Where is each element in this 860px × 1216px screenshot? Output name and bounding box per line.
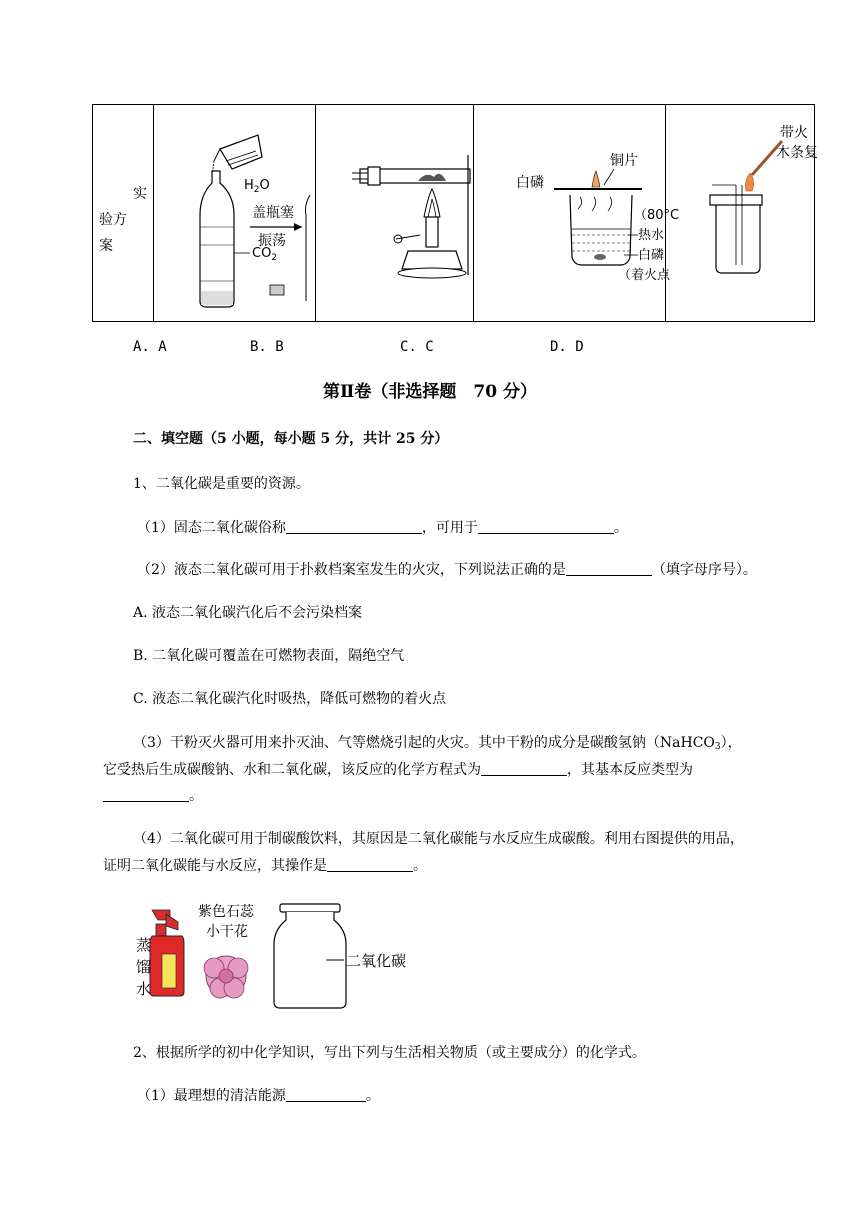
q1-part4-line1: （4）二氧化碳可用于制碳酸饮料，其原因是二氧化碳能与水反应生成碳酸。利用右图提供的用品， — [133, 831, 744, 847]
answer-blank[interactable] — [103, 787, 189, 802]
temperature-label: （80°C — [634, 208, 680, 223]
co2-water-figure — [130, 896, 430, 1012]
answer-blank[interactable] — [286, 519, 422, 534]
q1-option-a: A. 液态二氧化碳汽化后不会污染档案 — [133, 605, 363, 621]
oxygen-test-diagram — [666, 105, 818, 317]
answer-blank[interactable] — [481, 761, 567, 776]
answer-blank[interactable] — [327, 857, 413, 872]
shake-label: 振荡 — [258, 233, 286, 249]
hot-water-label: 热水 — [638, 228, 665, 243]
co2-label: $CO_2$ — [252, 246, 278, 263]
option-c: C. C — [400, 339, 434, 355]
combustion-conditions-diagram — [474, 105, 680, 317]
option-a-image-cell — [154, 105, 316, 322]
q2-part1: （1）最理想的清洁能源 。 — [137, 1088, 380, 1104]
q1-part3-line1: （3）干粉灭火器可用来扑灭油、气等燃烧引起的火灾。其中干粉的成分是碳酸氢钠（NaHCO$_3$）， — [133, 735, 742, 752]
white-phosphorus-label: 白磷 — [516, 175, 544, 191]
litmus-flower-label-2: 小干花 — [206, 924, 248, 940]
splint-label-1: 带火 — [780, 125, 808, 141]
carbon-dioxide-label: 二氧化碳 — [346, 952, 407, 970]
white-phosphorus-underwater-label: 白磷 — [638, 248, 665, 263]
option-d: D. D — [550, 339, 584, 355]
cap-label: 盖瓶塞 — [252, 205, 294, 221]
row-label-line3: 案 — [99, 238, 113, 254]
answer-blank[interactable] — [566, 561, 652, 576]
answer-blank[interactable] — [478, 519, 614, 534]
copper-plate-label: 铜片 — [610, 153, 638, 169]
heating-tube-diagram — [316, 105, 473, 317]
part-two-heading: 二、填空题（5 小题，每小题 5 分，共计 25 分） — [133, 431, 449, 447]
option-b: B. B — [250, 339, 284, 355]
experiment-table — [92, 104, 818, 322]
distilled-water-label-1: 蒸 — [136, 936, 152, 954]
h2o-label: $H_2O$ — [244, 178, 270, 195]
row-label-line1: 实 — [133, 186, 147, 202]
row-label-cell — [93, 105, 154, 322]
answer-blank[interactable] — [286, 1087, 366, 1102]
option-b-image-cell — [316, 105, 474, 322]
q1-part4-line2: 证明二氧化碳能与水反应，其操作是 。 — [103, 858, 427, 874]
distilled-water-label-2: 馏 — [136, 958, 152, 976]
section-title: 第Ⅱ卷（非选择题 70 分） — [323, 382, 537, 402]
q1-part1: （1）固态二氧化碳俗称 ，可用于 。 — [137, 520, 628, 536]
co2-bottle-diagram — [154, 105, 315, 317]
q1-part3-line3: 。 — [103, 786, 203, 806]
option-c-image-cell — [474, 105, 680, 322]
q1-option-b: B. 二氧化碳可覆盖在可燃物表面，隔绝空气 — [133, 648, 405, 664]
option-a: A. A — [133, 339, 167, 355]
row-label-line2: 验方 — [99, 212, 127, 228]
ignition-point-note: （着火点 — [618, 268, 671, 283]
q2-stem: 2、根据所学的初中化学知识，写出下列与生活相关物质（或主要成分）的化学式。 — [133, 1045, 646, 1061]
q1-part2: （2）液态二氧化碳可用于扑救档案室发生的火灾，下列说法正确的是 （填字母序号）。 — [137, 562, 757, 578]
distilled-water-label-3: 水 — [136, 980, 152, 998]
splint-label-2: 木条复 — [776, 145, 818, 161]
litmus-flower-label-1: 紫色石蕊 — [198, 904, 254, 920]
q1-stem: 1、二氧化碳是重要的资源。 — [133, 476, 310, 492]
q1-part3-line2: 它受热后生成碳酸钠、水和二氧化碳，该反应的化学方程式为 ，其基本反应类型为 — [103, 762, 693, 778]
q1-option-c: C. 液态二氧化碳汽化时吸热，降低可燃物的着火点 — [133, 691, 447, 707]
flower-icon — [204, 956, 248, 998]
option-d-image-cell — [666, 105, 818, 322]
gas-jar-icon — [274, 904, 346, 1008]
